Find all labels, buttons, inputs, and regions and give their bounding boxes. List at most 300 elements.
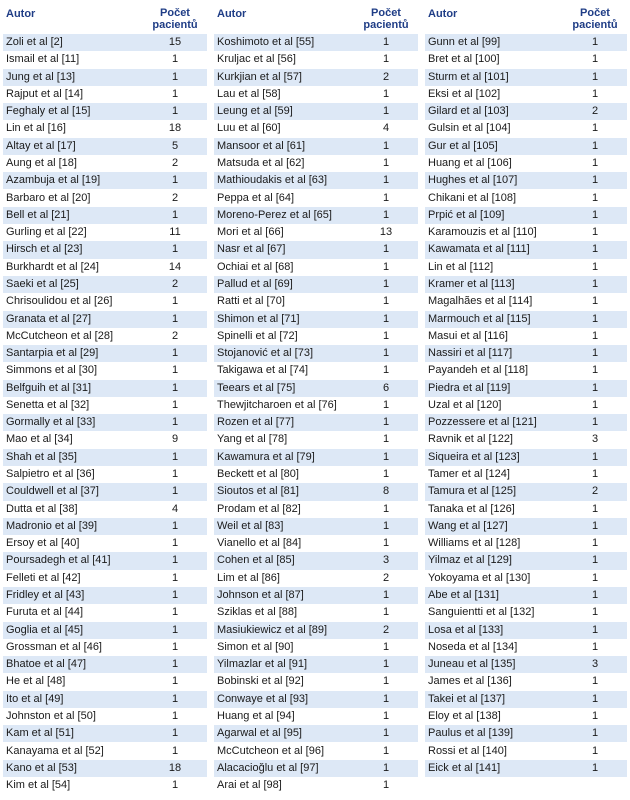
table-row — [3, 431, 207, 448]
table-row — [214, 120, 418, 137]
table-row — [214, 552, 418, 569]
patient-count-cell: 1 — [382, 779, 390, 792]
author-cell: Abe et al [131] — [428, 589, 499, 601]
patient-count-cell: 1 — [382, 174, 390, 187]
table-row — [425, 691, 627, 708]
patient-count-cell: 1 — [171, 571, 179, 584]
patient-count-cell: 1 — [591, 450, 599, 463]
author-cell: McCutcheon et al [96] — [217, 744, 325, 757]
table-row — [3, 138, 207, 155]
author-cell: Kawamura et al [79] — [217, 450, 315, 463]
author-cell: Zoli et al [2] — [6, 36, 63, 48]
author-cell: Simmons et al [30] — [6, 364, 98, 377]
author-cell: Shah et al [35] — [6, 450, 77, 463]
patient-count-cell: 1 — [171, 606, 179, 619]
author-cell: Yilmaz et al [129] — [428, 554, 512, 567]
author-cell: Siqueira et al [123] — [428, 450, 520, 463]
patient-count-cell: 2 — [171, 156, 179, 169]
table-row — [3, 414, 207, 431]
table-row — [214, 708, 418, 725]
table-row — [425, 293, 627, 310]
author-cell: Chrisoulidou et al [26] — [6, 295, 113, 308]
author-cell: Noseda et al [134] — [428, 640, 518, 653]
patient-count-cell: 1 — [171, 53, 179, 66]
patient-count-cell: 2 — [382, 571, 390, 584]
patient-count-cell: 1 — [171, 623, 179, 636]
author-cell: Jung et al [13] — [6, 70, 76, 83]
author-cell: Lin et al [16] — [6, 122, 66, 135]
table-row — [3, 587, 207, 604]
author-cell: Mansoor et al [61] — [217, 139, 306, 152]
patient-count-cell: 1 — [591, 156, 599, 169]
table-row — [214, 449, 418, 466]
table-row — [425, 241, 627, 258]
patient-count-cell: 1 — [171, 468, 179, 481]
patient-count-cell: 1 — [591, 398, 599, 411]
patient-count-cell: 2 — [382, 623, 390, 636]
patient-count-cell: 1 — [591, 519, 599, 532]
table-row — [3, 311, 207, 328]
author-cell: Huang et al [94] — [217, 709, 295, 722]
patient-count-cell: 13 — [379, 226, 393, 239]
table-row — [3, 656, 207, 673]
patient-count-cell: 1 — [591, 571, 599, 584]
table-row — [214, 777, 418, 794]
author-cell: Rajput et al [14] — [6, 87, 84, 100]
table-row — [214, 241, 418, 258]
patient-count-cell: 11 — [169, 226, 181, 239]
patient-count-cell: 2 — [171, 277, 179, 290]
author-cell: Masui et al [116] — [428, 329, 508, 342]
table-row — [3, 172, 207, 189]
patient-count-cell: 1 — [382, 502, 390, 515]
table-row — [3, 362, 207, 379]
author-header: Autor — [428, 8, 458, 20]
author-cell: Shimon et al [71] — [217, 312, 300, 325]
patient-count-cell: 1 — [591, 675, 599, 688]
patient-count-cell: 14 — [168, 260, 182, 273]
table-row — [425, 708, 627, 725]
author-cell: Beckett et al [80] — [217, 468, 299, 481]
patient-count-cell: 1 — [382, 589, 390, 601]
author-cell: Wang et al [127] — [428, 519, 508, 532]
patient-count-cell: 1 — [382, 761, 390, 774]
table-row — [3, 501, 207, 518]
author-cell: Barbaro et al [20] — [6, 191, 91, 204]
table-row — [425, 380, 627, 397]
table-row — [214, 414, 418, 431]
patient-count-cell: 1 — [382, 398, 390, 411]
author-cell: Juneau et al [135] — [428, 658, 516, 671]
table-row — [425, 587, 627, 604]
table-row — [425, 639, 627, 656]
patient-count-cell: 1 — [591, 589, 599, 601]
author-cell: Felleti et al [42] — [6, 571, 81, 584]
author-cell: Agarwal et al [95] — [217, 727, 302, 740]
table-row — [425, 207, 627, 224]
author-cell: Altay et al [17] — [6, 139, 76, 152]
patient-count-cell: 1 — [382, 416, 390, 429]
table-row — [214, 328, 418, 345]
author-cell: Fridley et al [43] — [6, 589, 85, 601]
table-row — [425, 120, 627, 137]
table-row — [214, 293, 418, 310]
author-cell: Bhatoe et al [47] — [6, 658, 87, 671]
author-cell: Tamura et al [125] — [428, 485, 517, 498]
patient-count-cell: 1 — [591, 537, 599, 550]
table-row — [425, 483, 627, 500]
author-cell: Hirsch et al [23] — [6, 243, 83, 256]
patient-count-cell: 4 — [171, 502, 179, 515]
table-row — [3, 622, 207, 639]
author-cell: Santarpia et al [29] — [6, 347, 99, 360]
table-row — [3, 259, 207, 276]
patient-count-cell: 1 — [382, 364, 390, 377]
author-cell: Mathioudakis et al [63] — [217, 174, 328, 187]
patient-count-cell: 1 — [591, 260, 599, 273]
table-row — [214, 691, 418, 708]
patient-count-cell: 1 — [171, 485, 179, 498]
author-cell: Tamer et al [124] — [428, 468, 510, 481]
table-row — [3, 224, 207, 241]
table-row — [425, 345, 627, 362]
author-cell: Johnston et al [50] — [6, 709, 96, 722]
author-cell: Pozzessere et al [121] — [428, 416, 537, 429]
patient-count-cell: 1 — [382, 658, 390, 671]
patient-count-cell: 1 — [171, 105, 179, 118]
author-cell: Marmouch et al [115] — [428, 312, 531, 325]
patient-count-cell: 1 — [171, 364, 179, 377]
patient-count-cell: 1 — [382, 243, 390, 256]
table-row — [3, 86, 207, 103]
author-cell: Aung et al [18] — [6, 156, 77, 169]
table-row — [425, 449, 627, 466]
author-cell: Peppa et al [64] — [217, 191, 295, 204]
author-cell: Takei et al [137] — [428, 692, 506, 705]
author-cell: Johnson et al [87] — [217, 589, 304, 601]
author-cell: Kano et al [53] — [6, 761, 77, 774]
patient-count-cell: 1 — [382, 606, 390, 619]
patient-count-cell: 3 — [591, 433, 599, 446]
author-cell: Feghaly et al [15] — [6, 105, 91, 118]
patient-count-cell: 1 — [171, 295, 179, 308]
patient-count-cell: 1 — [591, 761, 599, 774]
author-cell: Cohen et al [85] — [217, 554, 295, 567]
table-row — [214, 276, 418, 293]
patient-count-cell: 1 — [171, 709, 179, 722]
table-row — [425, 604, 627, 621]
author-cell: Saeki et al [25] — [6, 277, 79, 290]
author-cell: Granata et al [27] — [6, 312, 91, 325]
patient-count-cell: 1 — [591, 295, 599, 308]
patient-count-cell: 5 — [171, 139, 179, 152]
patient-count-cell: 1 — [591, 243, 599, 256]
patients-header: Počet pacientů — [572, 7, 618, 31]
patient-count-cell: 1 — [591, 70, 599, 83]
table-row — [214, 69, 418, 86]
table-row — [425, 172, 627, 189]
author-cell: Azambuja et al [19] — [6, 174, 101, 187]
patients-header: Počet pacientů — [152, 7, 198, 31]
author-cell: Belfguih et al [31] — [6, 381, 92, 394]
table-rows — [214, 34, 418, 794]
author-cell: Piedra et al [119] — [428, 381, 511, 394]
patient-count-cell: 1 — [171, 779, 179, 792]
table-row — [214, 483, 418, 500]
table-row — [214, 224, 418, 241]
patients-header: Počet pacientů — [363, 7, 409, 31]
author-cell: Prpić et al [109] — [428, 208, 505, 221]
author-cell: Gormally et al [33] — [6, 416, 96, 429]
author-cell: Ito et al [49] — [6, 692, 64, 705]
table-row — [214, 311, 418, 328]
author-cell: Lim et al [86] — [217, 571, 280, 584]
author-cell: Madronio et al [39] — [6, 519, 98, 532]
patient-count-cell: 1 — [591, 208, 599, 221]
table-row — [425, 138, 627, 155]
patient-count-cell: 1 — [591, 727, 599, 740]
author-cell: Mori et al [66] — [217, 226, 284, 239]
table-row — [425, 224, 627, 241]
author-cell: Alacacioğlu et al [97] — [217, 761, 319, 774]
table-row — [425, 552, 627, 569]
patient-count-cell: 1 — [382, 692, 390, 705]
table-row — [214, 397, 418, 414]
patient-count-cell: 1 — [591, 122, 599, 135]
author-cell: Nasr et al [67] — [217, 243, 286, 256]
table-row — [3, 570, 207, 587]
author-cell: Luu et al [60] — [217, 122, 281, 135]
table-column-1 — [3, 0, 207, 794]
patient-count-cell: 1 — [591, 347, 599, 360]
author-cell: Gulsin et al [104] — [428, 122, 511, 135]
table-row — [3, 34, 207, 51]
patient-count-cell: 1 — [591, 381, 599, 394]
author-cell: Koshimoto et al [55] — [217, 36, 315, 48]
table-row — [425, 362, 627, 379]
table-row — [3, 604, 207, 621]
patient-count-cell: 1 — [171, 381, 179, 394]
table-row — [214, 656, 418, 673]
author-cell: Chikani et al [108] — [428, 191, 517, 204]
table-row — [214, 639, 418, 656]
patient-count-cell: 1 — [171, 450, 179, 463]
patient-count-cell: 1 — [591, 606, 599, 619]
patient-count-cell: 9 — [171, 433, 179, 446]
patient-count-cell: 1 — [591, 312, 599, 325]
author-cell: Poursadegh et al [41] — [6, 554, 111, 567]
author-header: Autor — [217, 8, 247, 20]
table-row — [425, 34, 627, 51]
patient-count-cell: 1 — [382, 277, 390, 290]
table-row — [425, 501, 627, 518]
author-cell: Bret et al [100] — [428, 53, 500, 66]
table-row — [214, 673, 418, 690]
table-row — [3, 483, 207, 500]
column-header — [425, 0, 627, 34]
patient-count-cell: 1 — [591, 502, 599, 515]
author-cell: Goglia et al [45] — [6, 623, 84, 636]
author-cell: Spinelli et al [72] — [217, 329, 298, 342]
table-row — [425, 155, 627, 172]
author-cell: Uzal et al [120] — [428, 398, 502, 411]
patient-count-cell: 2 — [171, 191, 179, 204]
table-row — [3, 276, 207, 293]
table-row — [425, 673, 627, 690]
table-row — [3, 708, 207, 725]
table-row — [214, 155, 418, 172]
table-row — [214, 725, 418, 742]
patient-count-cell: 1 — [382, 468, 390, 481]
column-header — [3, 0, 207, 34]
table-row — [3, 69, 207, 86]
patient-count-cell: 2 — [171, 329, 179, 342]
table-row — [425, 570, 627, 587]
author-cell: Sioutos et al [81] — [217, 485, 299, 498]
table-row — [3, 207, 207, 224]
patient-count-cell: 8 — [382, 485, 390, 498]
patient-count-cell: 1 — [171, 658, 179, 671]
patient-count-cell: 1 — [171, 416, 179, 429]
table-row — [3, 380, 207, 397]
table-row — [214, 604, 418, 621]
patient-count-cell: 1 — [171, 174, 179, 187]
column-header — [214, 0, 418, 34]
patient-count-cell: 1 — [591, 226, 599, 239]
table-row — [3, 120, 207, 137]
table-row — [425, 656, 627, 673]
patient-count-cell: 1 — [591, 709, 599, 722]
table-row — [214, 743, 418, 760]
patient-count-cell: 1 — [382, 139, 390, 152]
table-row — [3, 639, 207, 656]
author-cell: Nassiri et al [117] — [428, 347, 513, 360]
author-cell: Kurkjian et al [57] — [217, 70, 302, 83]
author-cell: Eksi et al [102] — [428, 87, 501, 100]
table-row — [214, 172, 418, 189]
author-cell: Magalhães et al [114] — [428, 295, 533, 308]
table-row — [214, 760, 418, 777]
table-row — [3, 51, 207, 68]
patient-count-cell: 1 — [591, 640, 599, 653]
author-cell: Losa et al [133] — [428, 623, 504, 636]
author-cell: Grossman et al [46] — [6, 640, 102, 653]
author-cell: Prodam et al [82] — [217, 502, 301, 515]
patient-count-cell: 2 — [591, 105, 599, 118]
table-row — [214, 259, 418, 276]
patient-count-cell: 1 — [382, 744, 390, 757]
patient-count-cell: 1 — [382, 156, 390, 169]
table-row — [3, 466, 207, 483]
table-row — [3, 760, 207, 777]
table-row — [214, 466, 418, 483]
table-rows — [425, 34, 627, 777]
author-cell: Eick et al [141] — [428, 761, 501, 774]
table-row — [214, 51, 418, 68]
table-row — [214, 103, 418, 120]
patient-count-cell: 1 — [591, 692, 599, 705]
patient-count-cell: 1 — [591, 53, 599, 66]
patient-count-cell: 1 — [171, 208, 179, 221]
patient-count-cell: 1 — [171, 70, 179, 83]
patient-count-cell: 1 — [382, 260, 390, 273]
patient-count-cell: 1 — [382, 727, 390, 740]
patient-count-cell: 1 — [171, 727, 179, 740]
patient-count-cell: 1 — [591, 364, 599, 377]
author-cell: Sanguientti et al [132] — [428, 606, 535, 619]
patient-count-cell: 1 — [171, 87, 179, 100]
author-cell: Kawamata et al [111] — [428, 243, 530, 256]
author-header: Autor — [6, 8, 36, 20]
patient-count-cell: 1 — [382, 519, 390, 532]
author-cell: Arai et al [98] — [217, 779, 282, 792]
author-cell: Gurling et al [22] — [6, 226, 87, 239]
patient-count-cell: 1 — [591, 174, 599, 187]
table-row — [214, 207, 418, 224]
table-row — [3, 293, 207, 310]
patient-count-cell: 1 — [382, 537, 390, 550]
author-cell: Stojanović et al [73] — [217, 347, 314, 360]
author-cell: Lin et al [112] — [428, 260, 494, 273]
author-cell: Sturm et al [101] — [428, 70, 509, 83]
patient-count-cell: 18 — [168, 761, 182, 774]
patient-count-cell: 18 — [168, 122, 182, 135]
table-row — [425, 103, 627, 120]
patient-count-cell: 1 — [171, 398, 179, 411]
author-cell: Rozen et al [77] — [217, 416, 295, 429]
table-row — [214, 86, 418, 103]
table-row — [214, 535, 418, 552]
author-cell: Ratti et al [70] — [217, 295, 285, 308]
author-cell: Thewjitcharoen et al [76] — [217, 398, 337, 411]
patient-count-cell: 4 — [382, 122, 390, 135]
table-row — [214, 190, 418, 207]
table-row — [214, 138, 418, 155]
author-cell: Kruljac et al [56] — [217, 53, 296, 66]
patient-count-cell: 1 — [591, 139, 599, 152]
table-row — [425, 86, 627, 103]
table-row — [425, 466, 627, 483]
table-row — [425, 190, 627, 207]
author-cell: Williams et al [128] — [428, 537, 521, 550]
patient-count-cell: 3 — [591, 658, 599, 671]
author-cell: Bobinski et al [92] — [217, 675, 304, 688]
patient-count-cell: 1 — [591, 191, 599, 204]
table-row — [214, 380, 418, 397]
author-cell: Ersoy et al [40] — [6, 537, 80, 550]
table-row — [425, 328, 627, 345]
table-row — [3, 397, 207, 414]
author-cell: Huang et al [106] — [428, 156, 512, 169]
table-row — [3, 518, 207, 535]
patient-count-cell: 1 — [171, 554, 179, 567]
table-row — [3, 743, 207, 760]
author-cell: Tanaka et al [126] — [428, 502, 515, 515]
author-cell: Yokoyama et al [130] — [428, 571, 531, 584]
author-cell: James et al [136] — [428, 675, 512, 688]
table-row — [3, 345, 207, 362]
table-row — [425, 276, 627, 293]
patient-count-cell: 1 — [591, 468, 599, 481]
author-cell: He et al [48] — [6, 675, 66, 688]
author-cell: Vianello et al [84] — [217, 537, 302, 550]
author-cell: Burkhardt et al [24] — [6, 260, 99, 273]
author-cell: Pallud et al [69] — [217, 277, 293, 290]
table-row — [3, 552, 207, 569]
patient-count-cell: 2 — [591, 485, 599, 498]
table-row — [3, 103, 207, 120]
author-cell: Ravnik et al [122] — [428, 433, 513, 446]
